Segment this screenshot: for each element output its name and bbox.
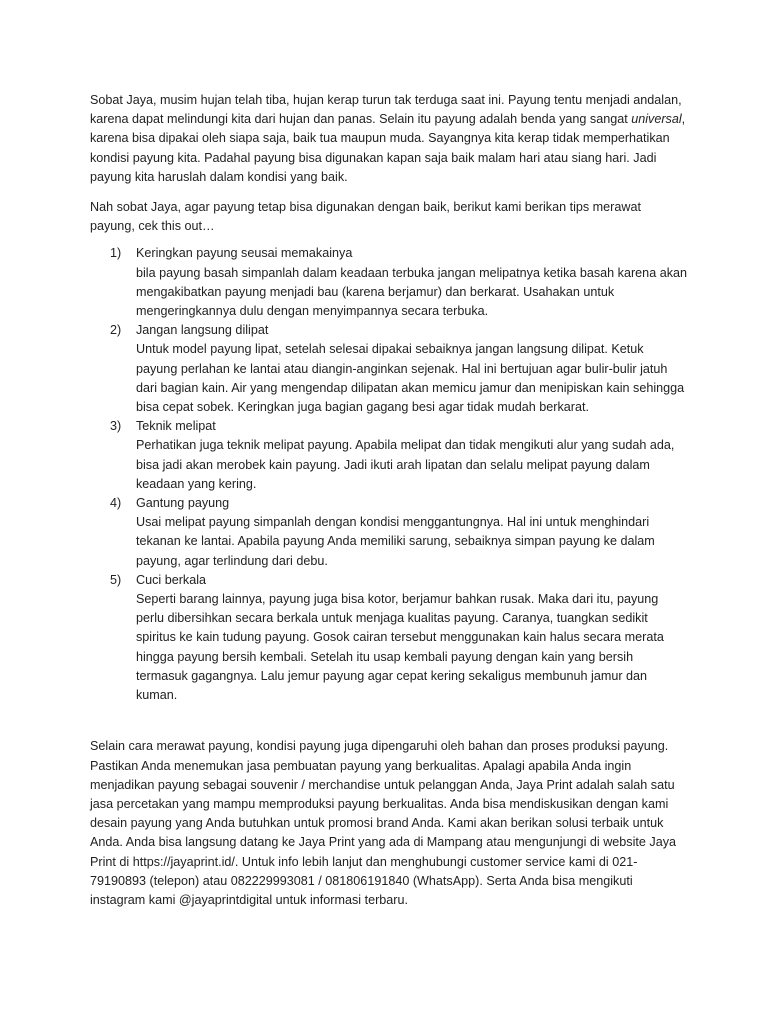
tip-item-2 <box>90 321 688 417</box>
closing-paragraph: Selain cara merawat payung, kondisi payung juga dipengaruhi oleh bahan dan proses produksi payung. Pastikan Anda menemukan jasa pembuatan payung yang berkualitas. Apalagi apabila Anda ingin menjadikan payung sebagai souvenir / merchandise untuk pelanggan Anda, Jaya Print adalah salah satu jasa percetakan yang mampu memproduksi payung berkualitas. Anda bisa mendiskusikan dengan kami desain payung yang Anda butuhkan untuk promosi brand Anda. Kami akan berikan solusi terbaik untuk Anda. Anda bisa langsung datang ke Jaya Print yang ada di Mampang atau mengunjungi di website Jaya Print di https://jayaprint.id/. Untuk info lebih lanjut dan menghubungi customer service kami di 021-79190893 (telepon) atau 082229993081 / 081806191840 (WhatsApp). Serta Anda bisa mengikuti instagram kami @jayaprintdigital untuk informasi terbaru. <box>90 739 677 907</box>
tip-number: 3) <box>110 419 122 434</box>
tip-body: bila payung basah simpanlah dalam keadaan terbuka jangan melipatnya ketika basah karena akan mengakibatkan payung menjadi bau (karena berjamur) dan berkarat. Usahakan untuk mengeringkannya dulu dengan menyimpannya secara terbuka. <box>136 265 688 319</box>
tip-title: Cuci berkala <box>136 572 206 587</box>
tip-body: Seperti barang lainnya, payung juga bisa kotor, berjamur bahkan rusak. Maka dari itu, payung perlu dibersihkan secara berkala untuk menjaga kualitas payung. Caranya, tuangkan sedikit spiritus ke kain tudung payung. Gosok cairan tersebut menggunakan kain halus secara merata hingga payung bersih kembali. Setelah itu usap kembali payung dengan kain yang bersih termasuk gagangnya. Lalu jemur payung agar cepat kering sekaligus membunuh jamur dan kuman. <box>136 592 664 703</box>
tip-body: Usai melipat payung simpanlah dengan kondisi menggantungnya. Hal ini untuk menghindari tekanan ke lantai. Apabila payung Anda memiliki sarung, sebaiknya simpan payung ke dalam payung, agar terlindung dari debu. <box>136 515 655 568</box>
tip-number: 5) <box>110 572 122 587</box>
tip-body: Perhatikan juga teknik melipat payung. Apabila melipat dan tidak mengikuti alur yang sudah ada, bisa jadi akan merobek kain payung. Jadi ikuti arah lipatan dan selalu melipat payung dalam keadaan yang kering. <box>136 438 675 491</box>
lead-paragraph: Nah sobat Jaya, agar payung tetap bisa digunakan dengan baik, berikut kami berikan tips merawat payung, cek this out… <box>90 200 641 234</box>
tip-number: 2) <box>110 323 122 338</box>
tip-title: Gantung payung <box>136 496 230 511</box>
intro-text-part1: Sobat Jaya, musim hujan telah tiba, hujan kerap turun tak terduga saat ini. Payung tentu menjadi andalan, karena dapat melindungi kita dari hujan dan panas. Selain itu payung adalah benda yang sangat <box>90 93 682 127</box>
tip-item-3 <box>90 417 688 494</box>
intro-paragraph <box>90 91 688 187</box>
tip-number: 4) <box>110 496 122 511</box>
tip-body: Untuk model payung lipat, setelah selesai dipakai sebaiknya jangan langsung dilipat. Ketuk payung perlahan ke lantai atau diangin-anginkan sejenak. Hal ini bertujuan agar bulir-bulir jatuh dari bagian kain. Air yang mengendap dilipatan akan memicu jamur dan menipiskan kain sehingga bisa cepat sobek. Keringkan juga bagian gagang besi agar tidak mudah berkarat. <box>136 342 685 415</box>
tip-item-1 <box>90 244 688 321</box>
tip-title: Jangan langsung dilipat <box>136 323 269 338</box>
tips-list <box>90 244 688 705</box>
tip-number: 1) <box>110 246 122 261</box>
intro-italic-word: universal <box>631 112 682 127</box>
intro-text-part2: , karena bisa dipakai oleh siapa saja, baik tua maupun muda. Sayangnya kita kerap tidak memperhatikan kondisi payung kita. Padahal payung bisa digunakan kapan saja baik malam hari atau siang hari. Jadi payung kita haruslah dalam kondisi yang baik. <box>90 112 686 184</box>
tip-item-5 <box>90 571 688 705</box>
tip-title: Keringkan payung seusai memakainya <box>136 246 353 261</box>
tip-title: Teknik melipat <box>136 419 216 434</box>
tip-item-4 <box>90 494 688 571</box>
